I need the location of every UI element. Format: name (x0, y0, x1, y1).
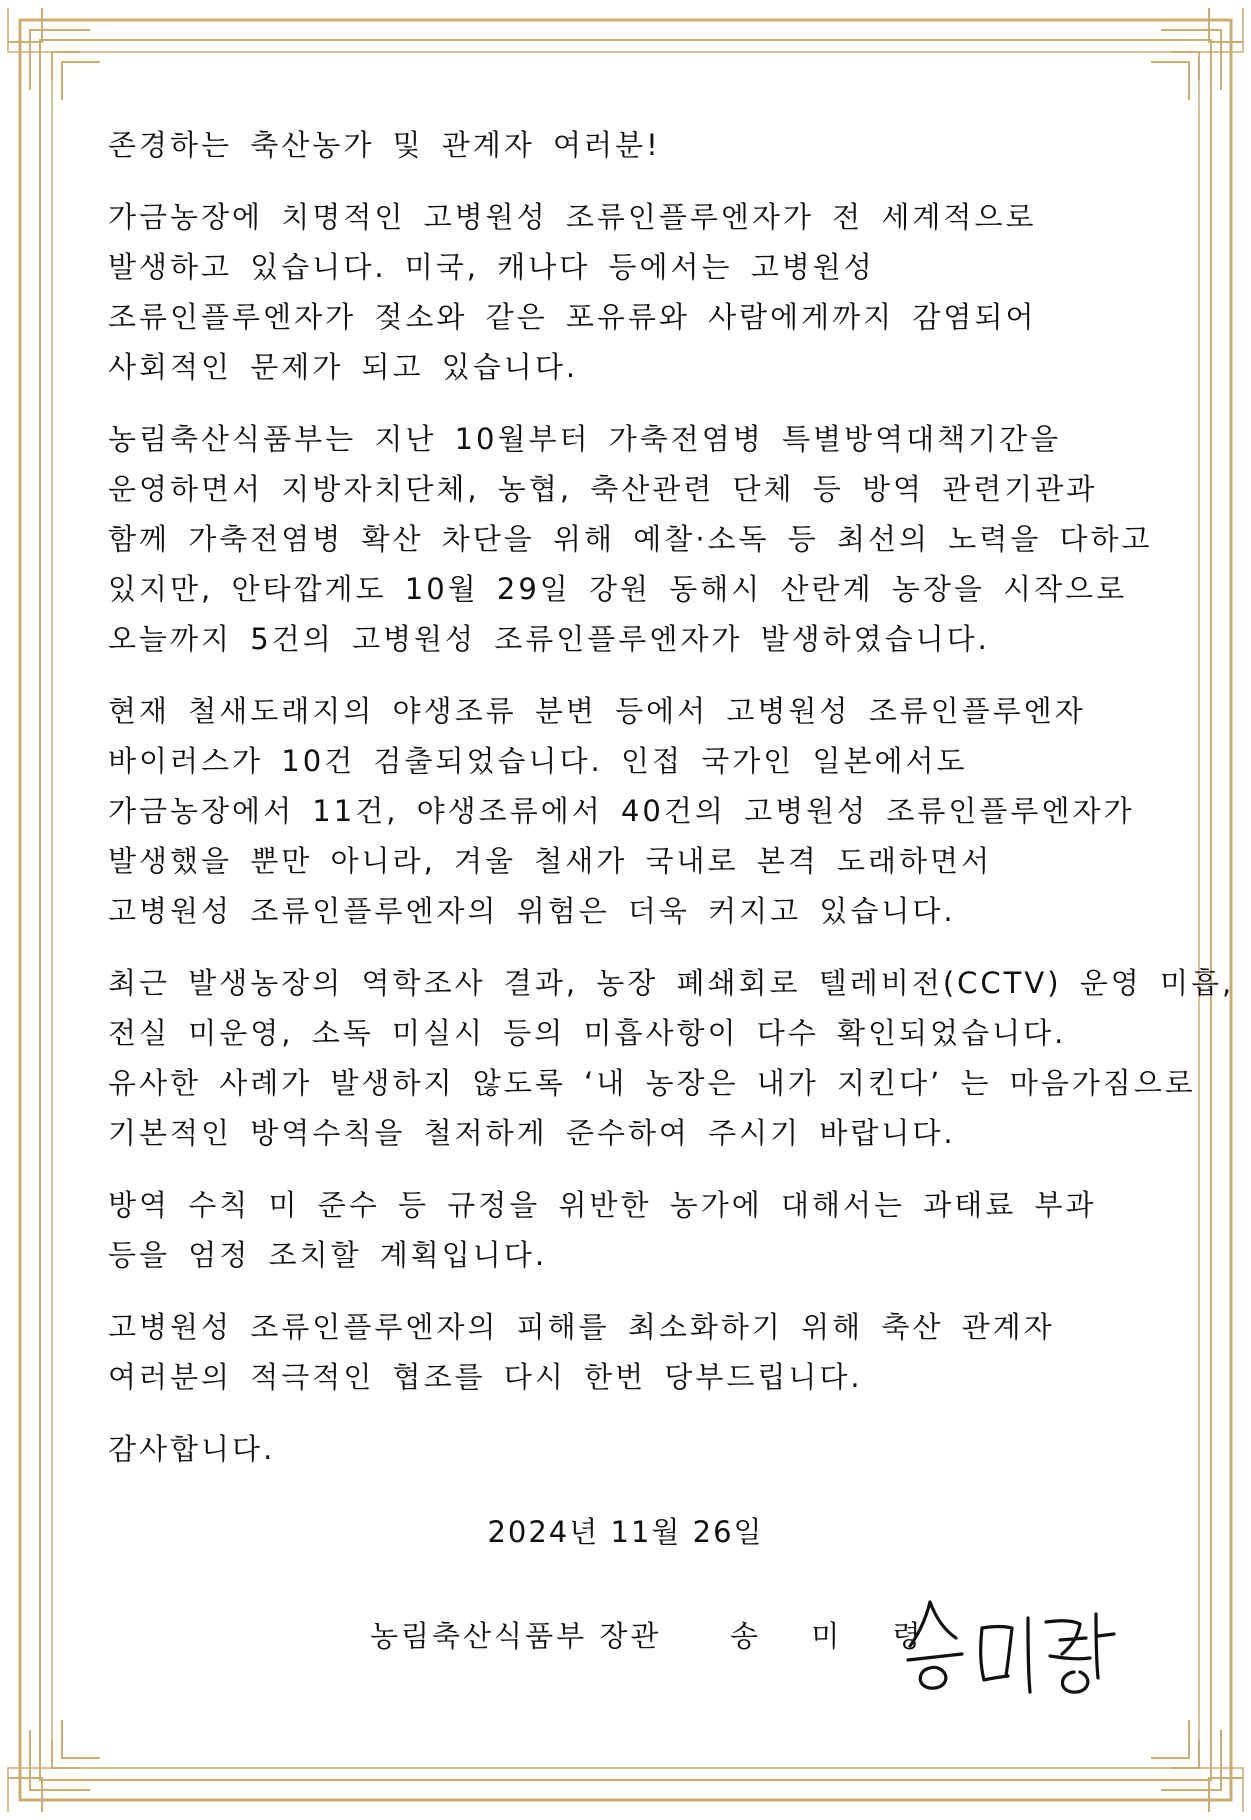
paragraph-line: 유사한 사례가 발생하지 않도록 ‘내 농장은 내가 지킨다’ 는 마음가짐으로 (108, 1066, 1196, 1100)
paragraph-line: 전실 미운영, 소독 미실시 등의 미흡사항이 다수 확인되었습니다. (108, 1016, 1067, 1050)
paragraph-line: 농림축산식품부는 지난 10월부터 가축전염병 특별방역대책기간을 (108, 422, 1062, 456)
paragraph-2 (108, 414, 1158, 664)
paragraph-line: 가금농장에 치명적인 고병원성 조류인플루엔자가 전 세계적으로 (108, 200, 1037, 234)
paragraph-line: 고병원성 조류인플루엔자의 위험은 더욱 커지고 있습니다. (108, 894, 956, 928)
letter-date: 2024년 11월 26일 (487, 1515, 764, 1549)
closing: 감사합니다. (108, 1432, 276, 1466)
paragraph-line: 바이러스가 10건 검출되었습니다. 인접 국가인 일본에서도 (108, 744, 968, 778)
paragraph-line: 조류인플루엔자가 젖소와 같은 포유류와 사람에게까지 감염되어 (108, 300, 1037, 334)
paragraph-line: 발생하고 있습니다. 미국, 캐나다 등에서는 고병원성 (108, 250, 875, 284)
paragraph-line: 오늘까지 5건의 고병원성 조류인플루엔자가 발생하였습니다. (108, 622, 990, 656)
paragraph-line: 최근 발생농장의 역학조사 결과, 농장 폐쇄회로 텔레비전(CCTV) 운영 미흡, (108, 966, 1235, 1000)
paragraph-4 (108, 958, 1235, 1158)
signer-name: 송 미 령 (730, 1619, 943, 1653)
paragraph-line: 가금농장에서 11건, 야생조류에서 40건의 고병원성 조류인플루엔자가 (108, 794, 1135, 828)
signer-title: 농림축산식품부 장관 (370, 1619, 662, 1653)
paragraph-line: 있지만, 안타깝게도 10월 29일 강원 동해시 산란계 농장을 시작으로 (108, 572, 1128, 606)
signature-block (370, 1588, 1150, 1698)
letter-body (108, 120, 1235, 1474)
paragraph-6 (108, 1302, 1158, 1402)
paragraph-line: 현재 철새도래지의 야생조류 분변 등에서 고병원성 조류인플루엔자 (108, 694, 1086, 728)
paragraph-line: 여러분의 적극적인 협조를 다시 한번 당부드립니다. (108, 1360, 863, 1394)
paragraph-line: 함께 가축전염병 확산 차단을 위해 예찰·소독 등 최선의 노력을 다하고 (108, 522, 1153, 556)
paragraph-line: 운영하면서 지방자치단체, 농협, 축산관련 단체 등 방역 관련기관과 (108, 472, 1098, 506)
paragraph-line: 등을 엄정 조치할 계획입니다. (108, 1238, 548, 1272)
paragraph-line: 사회적인 문제가 되고 있습니다. (108, 350, 579, 384)
greeting: 존경하는 축산농가 및 관계자 여러분! (108, 128, 661, 162)
paragraph-line: 발생했을 뿐만 아니라, 겨울 철새가 국내로 본격 도래하면서 (108, 844, 993, 878)
paragraph-3 (108, 686, 1158, 936)
paragraph-1 (108, 192, 1158, 392)
paragraph-line: 고병원성 조류인플루엔자의 피해를 최소화하기 위해 축산 관계자 (108, 1310, 1055, 1344)
paragraph-line: 방역 수칙 미 준수 등 규정을 위반한 농가에 대해서는 과태료 부과 (108, 1188, 1097, 1222)
paragraph-line: 기본적인 방역수칙을 철저하게 준수하여 주시기 바랍니다. (108, 1116, 956, 1150)
paragraph-5 (108, 1180, 1158, 1280)
handwritten-signature (900, 1588, 1130, 1698)
